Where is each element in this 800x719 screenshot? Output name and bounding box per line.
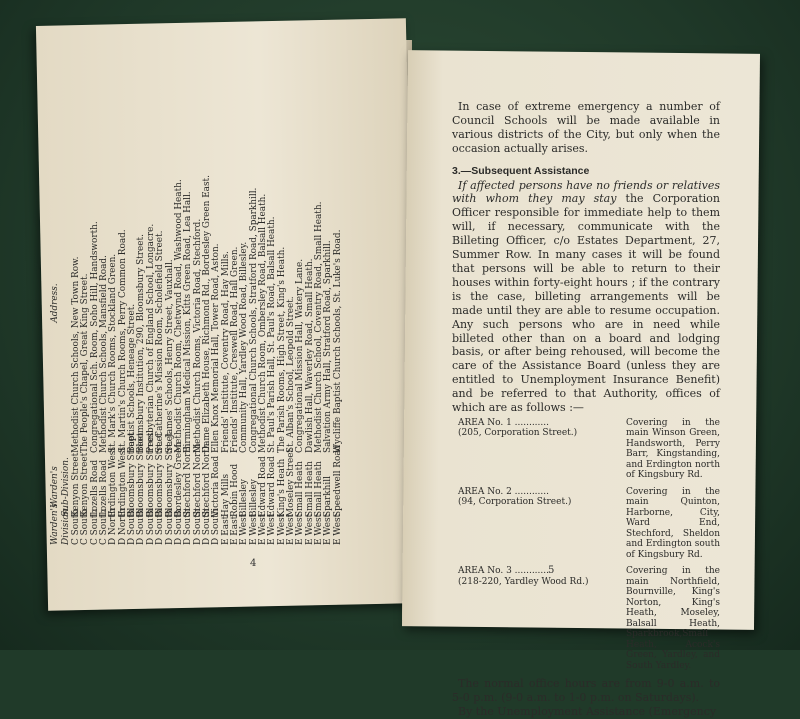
row-address: Methodist Church School, Coventry Road, Small Heath. bbox=[314, 201, 325, 453]
row-division: E West bbox=[239, 513, 250, 545]
paragraph-italic-lead: If affected persons have no friends or relatives with whom they may stay bbox=[452, 178, 720, 206]
row-subdivision: Hay Mills bbox=[220, 473, 231, 517]
row-subdivision: Stechford North bbox=[192, 443, 203, 517]
row-address: Friends' Institute, Coventry Road, Hay Mills. bbox=[220, 251, 231, 453]
paragraph-office-hours: The normal office hours are from 9-0 a.m. to 5-0 p.m. (9-0 a.m. to 1-0 p.m. on Saturdays). bbox=[452, 677, 720, 705]
rest-centres-table bbox=[50, 25, 350, 545]
row-subdivision: Bloomsbury Street bbox=[155, 432, 166, 517]
row-address: Methodist Church Schools, New Town Row. bbox=[71, 256, 81, 453]
row-division: E West bbox=[314, 513, 325, 545]
row-address: Ellen Knox Memorial Hall, Tower Road, Aston. bbox=[211, 243, 222, 453]
paragraph-continuation: By the Unemployment Assistance (Emergency bbox=[458, 705, 717, 719]
row-division: D South bbox=[211, 508, 222, 545]
area-address: (205, Corporation Street.) bbox=[458, 428, 578, 439]
column-header-subdivision: Warden's Sub-Division. bbox=[50, 457, 71, 517]
row-subdivision: Bloomsbury Street bbox=[145, 432, 156, 517]
row-division: D South bbox=[164, 508, 175, 545]
row-subdivision: Speedwell Road bbox=[332, 444, 343, 517]
row-subdivision: King's Heath bbox=[276, 458, 287, 517]
row-address: St. Mark's Church Rooms, Stockland Green. bbox=[108, 253, 119, 453]
row-division: E West bbox=[286, 513, 297, 545]
row-address: Dame Elizabeth House, Richmond Rd., Bordesley Green East. bbox=[201, 175, 212, 453]
row-subdivision: Kenyon Street bbox=[71, 452, 81, 517]
row-address: Birmingham Medical Mission, Kitts Green Road, Lea Hall. bbox=[183, 191, 194, 453]
row-address: The Parish Rooms, High Street, King's Heath. bbox=[276, 246, 287, 453]
area-entry bbox=[452, 418, 720, 481]
row-address: Presbyterian Church of England School, Longacre. bbox=[145, 223, 156, 453]
area-covering: Covering in the main Quinton, Harborne, City, Ward End, Stechford, Sheldon and Erdington south of Kingsbury Rd. bbox=[626, 486, 720, 560]
row-division: E West bbox=[295, 513, 306, 545]
row-subdivision: Billesley bbox=[248, 479, 259, 517]
row-address: Dawlish Hall, Waverley Road, Small Heath. bbox=[304, 258, 315, 453]
row-division: E West bbox=[267, 513, 278, 545]
row-division: E West bbox=[258, 513, 268, 545]
row-subdivision: Bloomsbury Street bbox=[164, 432, 175, 517]
area-entry bbox=[452, 487, 720, 561]
row-division: E West bbox=[304, 513, 315, 545]
row-address: Methodist Church Room, Ombersley Road, Balsall Heath. bbox=[258, 193, 268, 453]
row-subdivision: Small Heath bbox=[295, 461, 306, 517]
area-name: AREA No. 1 ............ bbox=[458, 417, 549, 428]
area-entry bbox=[452, 566, 720, 671]
row-subdivision: Erdington West bbox=[108, 447, 119, 517]
row-subdivision: Victoria Road bbox=[211, 455, 222, 517]
row-subdivision: Bordesley Green bbox=[173, 441, 184, 517]
area-covering: Covering in the main Northfield, Bournville, King's Norton, King's Heath, Moseley, Balsall Heath, Sparkbrook,Small Heath, Acock's Green, Yardley, and South Yardley. bbox=[626, 566, 720, 671]
row-division: C South bbox=[99, 508, 110, 545]
row-subdivision: Kenyon Street bbox=[80, 452, 91, 517]
row-division: D North bbox=[108, 508, 119, 545]
row-subdivision: Edward Road bbox=[267, 456, 278, 517]
row-address: Bloomsbury Institution, 290, Bloomsbury Street. bbox=[136, 234, 147, 453]
row-division: D North bbox=[117, 508, 128, 545]
area-address: (218-220, Yardley Wood Rd.) bbox=[458, 576, 589, 587]
paragraph-body: the Corporation Officer responsible for immediate help to them will, if necessary, communicate with the Billeting Officer, c/o Estates Department, 27, Summer Row. In many cases it will be found that persons will be able to return to their houses within forty-eight hours ; if the contrary is the case, billeting arrangements will be made until they are able to resume occupation. Any such persons who are in need while billeted other than on a board and lodging basis, or after being rehoused, will become the care of the Assistance Board (unless they are entitled to Unemployment Insurance Benefit) and be referred to that Authority, offices of which are as follows :— bbox=[452, 192, 721, 415]
row-address: Congregational Mission Hall, Watery Lane. bbox=[295, 258, 306, 453]
column-header-address: Address. bbox=[50, 283, 60, 323]
row-subdivision: Bloomsbury Street bbox=[127, 432, 138, 517]
row-division: D South bbox=[145, 508, 156, 545]
row-address: Methodist Church Rooms, Victoria Road, Stechford. bbox=[192, 218, 203, 453]
row-division: D South bbox=[192, 508, 203, 545]
row-division: E East bbox=[220, 515, 231, 545]
row-address: St. Martin's Church Rooms, Perry Common Road. bbox=[117, 229, 128, 453]
row-subdivision: Sparkhill bbox=[323, 476, 334, 517]
row-address: The People's Chapel, Great King Street. bbox=[80, 273, 91, 453]
row-address: Methodist Church Schools, Mansfield Road. bbox=[99, 255, 110, 453]
row-division: E West bbox=[332, 513, 343, 545]
row-address: Community Hall, Yardley Wood Road, Billesley. bbox=[239, 241, 250, 453]
row-subdivision: Stechford North bbox=[183, 443, 194, 517]
row-address: St. James' Schools, Henry Street, Vauxhall. bbox=[164, 259, 175, 453]
row-division: D South bbox=[136, 508, 147, 545]
column-header-division: Warden's Division. bbox=[50, 503, 71, 545]
row-division: E West bbox=[323, 513, 334, 545]
row-address: Congregational Church Schools, Stratford Road, Sparkhill. bbox=[248, 187, 259, 453]
row-address: Friends' Institute, Creswell Road, Hall Green. bbox=[229, 246, 240, 453]
row-division: E West bbox=[248, 513, 259, 545]
row-address: Methodist Church Room, Chetwynd Road, Washwood Heath. bbox=[173, 179, 184, 453]
area-name: AREA No. 2 ............ bbox=[458, 486, 549, 497]
paragraph-subsequent-assistance bbox=[452, 179, 720, 415]
right-page-number: 5 bbox=[548, 565, 555, 576]
row-division: C South bbox=[80, 508, 91, 545]
row-address: Salvation Army Hall, Stratford Road, Sparkhill. bbox=[323, 240, 334, 453]
row-division: D South bbox=[127, 508, 138, 545]
area-covering: Covering in the main Winson Green, Handsworth, Perry Barr, Kingstanding, and Erdington north of Kingsbury Rd. bbox=[626, 417, 720, 481]
row-subdivision: Lozells Road bbox=[89, 459, 100, 517]
row-division: E East bbox=[229, 515, 240, 545]
row-subdivision: Small Heath bbox=[304, 461, 315, 517]
row-division: C South bbox=[89, 508, 100, 545]
area-name: AREA No. 3 ............ bbox=[458, 566, 549, 577]
row-division: D South bbox=[173, 508, 184, 545]
row-subdivision: Edward Road bbox=[258, 456, 268, 517]
row-subdivision: Robin Hood bbox=[229, 463, 240, 517]
right-page-text bbox=[452, 100, 720, 719]
row-subdivision: Moseley Street bbox=[286, 448, 297, 517]
area-address: (94, Corporation Street.) bbox=[458, 497, 572, 508]
row-subdivision: Small Heath bbox=[314, 461, 325, 517]
left-page-number: 4 bbox=[250, 558, 257, 569]
row-address: St. Paul's Parish Hall, St. Paul's Road, Balsall Heath. bbox=[267, 216, 278, 453]
row-division: C South bbox=[71, 508, 81, 545]
row-subdivision: Lozells Road bbox=[99, 459, 110, 517]
row-division: E West bbox=[276, 513, 287, 545]
row-subdivision: Erdington West bbox=[117, 447, 128, 517]
row-subdivision: Bloomsbury Street bbox=[136, 432, 147, 517]
paragraph-emergency-schools: In case of extreme emergency a number of Council Schools will be made available in various districts of the City, but only when the occasion actually arises. bbox=[452, 100, 720, 155]
row-subdivision: Billesley bbox=[239, 479, 250, 517]
row-subdivision: Stechford North bbox=[201, 443, 212, 517]
row-division: D South bbox=[183, 508, 194, 545]
row-address: Congregational Sch. Room, Soho Hill, Handsworth. bbox=[89, 221, 100, 453]
row-address: Baptist Schools, Heneage Street. bbox=[127, 303, 138, 453]
row-address: St. Alban's School, Leopold Street. bbox=[286, 296, 297, 453]
section-heading: 3.—Subsequent Assistance bbox=[452, 164, 590, 177]
row-division: D South bbox=[155, 508, 166, 545]
row-address: Wycliffe Baptist Church Schools, St. Luke's Road. bbox=[332, 229, 343, 453]
row-address: St. Catherine's Mission Room, Scholefield Street. bbox=[155, 230, 166, 453]
row-division: D South bbox=[201, 508, 212, 545]
